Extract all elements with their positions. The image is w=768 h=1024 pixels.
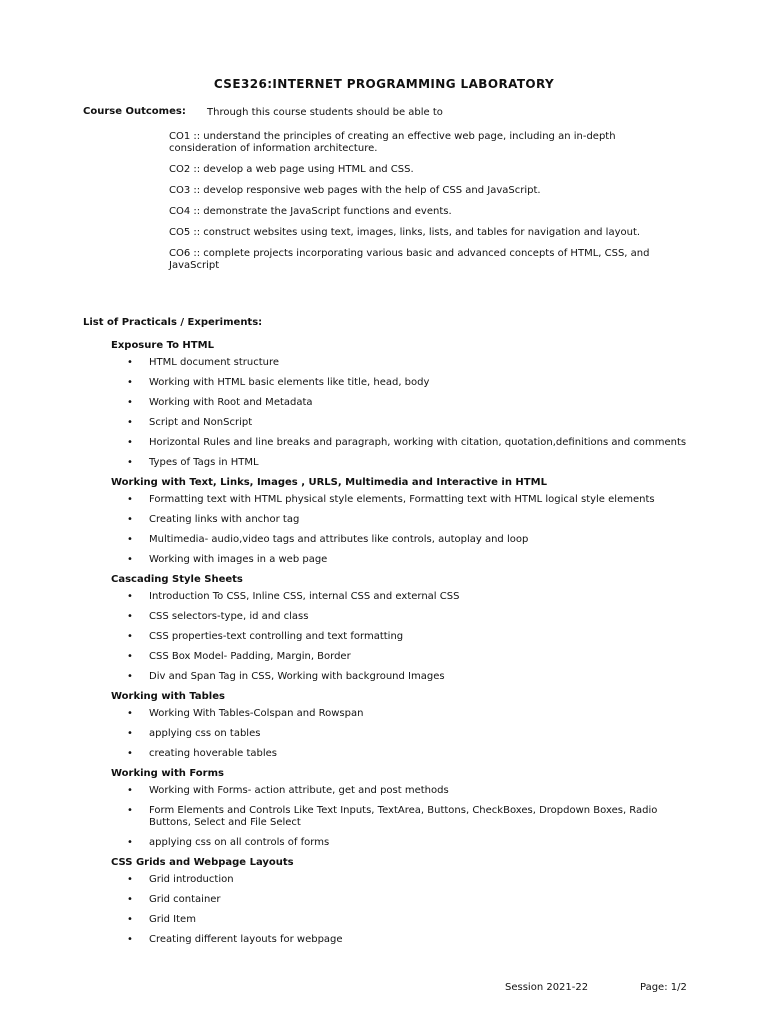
list-item-text: Grid introduction <box>149 874 234 885</box>
bullet-icon: • <box>127 708 133 719</box>
bullet-icon: • <box>127 805 133 816</box>
practical-section <box>111 340 711 469</box>
document-title: CSE326:INTERNET PROGRAMMING LABORATORY <box>213 77 555 91</box>
section-heading: Exposure To HTML <box>111 340 214 351</box>
course-outcomes-list <box>169 131 679 281</box>
list-item-text: applying css on tables <box>149 728 261 739</box>
outcome-co1: CO1 :: understand the principles of creating an effective web page, including an in-depth consideration of information architecture. <box>169 131 616 154</box>
bullet-icon: • <box>127 357 133 368</box>
section-heading: Working with Tables <box>111 691 225 702</box>
bullet-icon: • <box>127 554 133 565</box>
practical-section <box>111 477 711 566</box>
list-item-text: Types of Tags in HTML <box>149 457 259 468</box>
list-item <box>111 611 689 623</box>
list-item-text: Formatting text with HTML physical style elements, Formatting text with HTML logical style elements <box>149 494 655 505</box>
footer-page-number: Page: 1/2 <box>640 982 687 993</box>
bullet-icon: • <box>127 494 133 505</box>
bullet-icon: • <box>127 397 133 408</box>
list-item-text: Working with HTML basic elements like title, head, body <box>149 377 430 388</box>
bullet-icon: • <box>127 417 133 428</box>
outcome-co6: CO6 :: complete projects incorporating various basic and advanced concepts of HTML, CSS, and JavaScript <box>169 248 650 271</box>
section-heading: Cascading Style Sheets <box>111 574 243 585</box>
list-item <box>111 457 689 469</box>
bullet-icon: • <box>127 837 133 848</box>
course-outcomes-intro: Through this course students should be able to <box>207 107 443 118</box>
bullet-icon: • <box>127 611 133 622</box>
practicals-label: List of Practicals / Experiments: <box>83 317 263 328</box>
list-item-text: Script and NonScript <box>149 417 253 428</box>
section-item-list <box>111 494 711 566</box>
list-item <box>111 494 689 506</box>
list-item <box>111 417 689 429</box>
list-item-text: Horizontal Rules and line breaks and paragraph, working with citation, quotation,definitions and comments <box>149 437 687 448</box>
section-item-list <box>111 874 711 946</box>
list-item-text: Div and Span Tag in CSS, Working with background Images <box>149 671 445 682</box>
bullet-icon: • <box>127 514 133 525</box>
outcome-co5: CO5 :: construct websites using text, images, links, lists, and tables for navigation and layout. <box>169 227 641 238</box>
list-item-text: applying css on all controls of forms <box>149 837 330 848</box>
section-item-list <box>111 591 711 683</box>
practical-section <box>111 768 711 849</box>
list-item-text: CSS Box Model- Padding, Margin, Border <box>149 651 351 662</box>
list-item-text: Creating links with anchor tag <box>149 514 300 525</box>
list-item-text: creating hoverable tables <box>149 748 277 759</box>
list-item <box>111 554 689 566</box>
list-item-text: HTML document structure <box>149 357 280 368</box>
bullet-icon: • <box>127 651 133 662</box>
list-item <box>111 805 689 829</box>
list-item <box>111 934 689 946</box>
bullet-icon: • <box>127 591 133 602</box>
list-item-text: Grid Item <box>149 914 196 925</box>
list-item-text: CSS properties-text controlling and text formatting <box>149 631 404 642</box>
list-item-text: Working with images in a web page <box>149 554 328 565</box>
bullet-icon: • <box>127 671 133 682</box>
section-heading: CSS Grids and Webpage Layouts <box>111 857 294 868</box>
list-item <box>111 785 689 797</box>
bullet-icon: • <box>127 748 133 759</box>
list-item <box>111 591 689 603</box>
list-item <box>111 437 689 449</box>
list-item-text: Form Elements and Controls Like Text Inputs, TextArea, Buttons, CheckBoxes, Dropdown Boxes, Radio Buttons, Select and File Select <box>149 805 658 828</box>
list-item <box>111 631 689 643</box>
bullet-icon: • <box>127 914 133 925</box>
section-heading: Working with Forms <box>111 768 224 779</box>
list-item <box>111 874 689 886</box>
course-outcomes-label: Course Outcomes: <box>83 106 186 117</box>
list-item <box>111 514 689 526</box>
list-item <box>111 377 689 389</box>
bullet-icon: • <box>127 894 133 905</box>
list-item <box>111 397 689 409</box>
section-item-list <box>111 708 711 760</box>
list-item <box>111 914 689 926</box>
list-item-text: CSS selectors-type, id and class <box>149 611 309 622</box>
bullet-icon: • <box>127 728 133 739</box>
practical-section <box>111 857 711 946</box>
list-item <box>111 894 689 906</box>
section-heading: Working with Text, Links, Images , URLS, Multimedia and Interactive in HTML <box>111 477 547 488</box>
list-item <box>111 708 689 720</box>
list-item-text: Introduction To CSS, Inline CSS, internal CSS and external CSS <box>149 591 460 602</box>
bullet-icon: • <box>127 377 133 388</box>
bullet-icon: • <box>127 934 133 945</box>
outcome-co4: CO4 :: demonstrate the JavaScript functions and events. <box>169 206 452 217</box>
bullet-icon: • <box>127 437 133 448</box>
list-item-text: Working with Root and Metadata <box>149 397 313 408</box>
list-item <box>111 651 689 663</box>
outcome-co3: CO3 :: develop responsive web pages with the help of CSS and JavaScript. <box>169 185 541 196</box>
list-item-text: Creating different layouts for webpage <box>149 934 343 945</box>
list-item-text: Multimedia- audio,video tags and attributes like controls, autoplay and loop <box>149 534 529 545</box>
list-item <box>111 837 689 849</box>
bullet-icon: • <box>127 874 133 885</box>
list-item <box>111 671 689 683</box>
bullet-icon: • <box>127 631 133 642</box>
list-item-text: Working With Tables-Colspan and Rowspan <box>149 708 364 719</box>
list-item <box>111 357 689 369</box>
section-item-list <box>111 785 711 849</box>
list-item <box>111 748 689 760</box>
list-item <box>111 728 689 740</box>
list-item-text: Working with Forms- action attribute, get and post methods <box>149 785 449 796</box>
list-item <box>111 534 689 546</box>
bullet-icon: • <box>127 457 133 468</box>
bullet-icon: • <box>127 785 133 796</box>
section-item-list <box>111 357 711 469</box>
practical-section <box>111 574 711 683</box>
outcome-co2: CO2 :: develop a web page using HTML and CSS. <box>169 164 414 175</box>
list-item-text: Grid container <box>149 894 221 905</box>
practicals-sections <box>111 340 711 954</box>
footer-session: Session 2021-22 <box>505 982 589 993</box>
practical-section <box>111 691 711 760</box>
bullet-icon: • <box>127 534 133 545</box>
